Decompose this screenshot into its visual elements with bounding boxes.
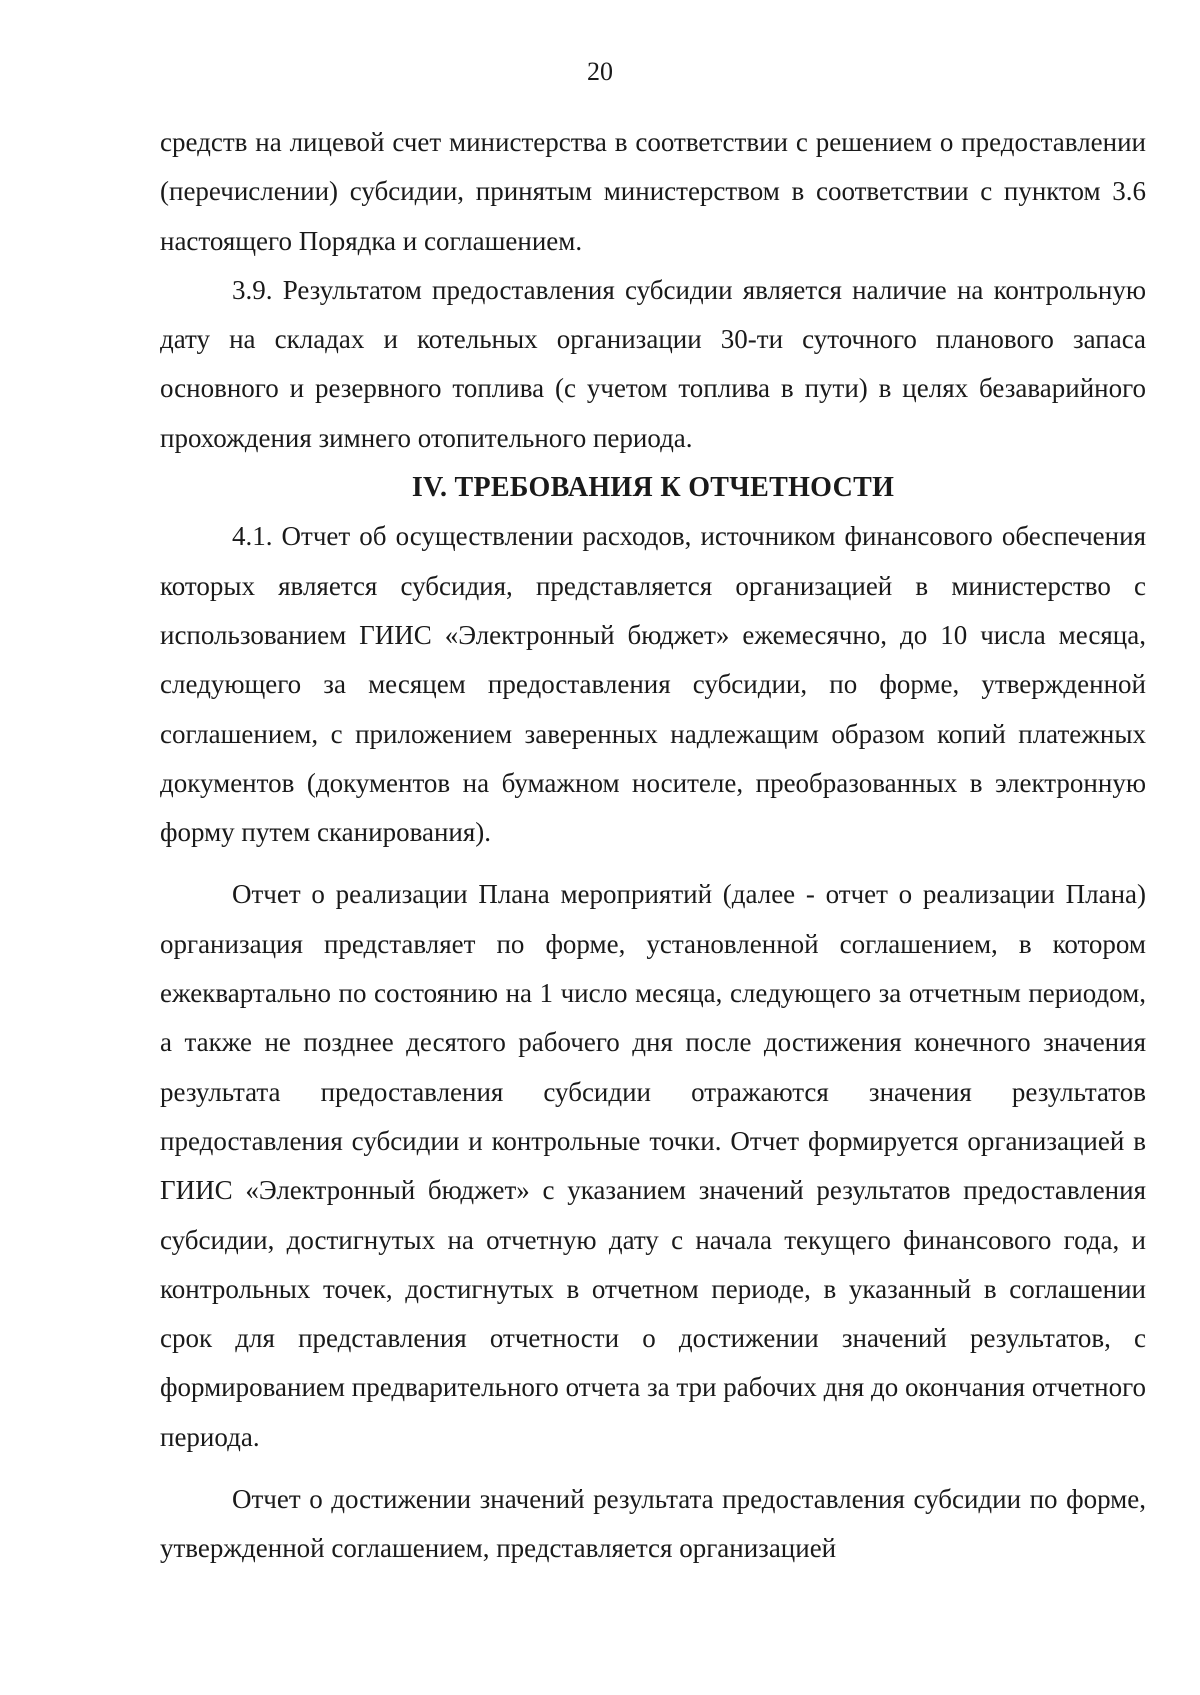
paragraph-result-report: Отчет о достижении значений результата предоставления субсидии по форме, утвержденной соглашением, представляется организацией	[160, 1484, 1146, 1564]
page-number: 20	[587, 57, 613, 86]
section-heading-iv: IV. ТРЕБОВАНИЯ К ОТЧЕТНОСТИ	[411, 472, 895, 504]
document-body	[160, 118, 1146, 1574]
paragraph-3-9: 3.9. Результатом предоставления субсидии является наличие на контрольную дату на складах и котельных организации 30-ти суточного планового запаса основного и резервного топлива (с учетом топлива в пути) в целях безаварийного прохождения зимнего отопительного периода.	[160, 274, 1146, 453]
paragraph-continuation: средств на лицевой счет министерства в соответствии с решением о предоставлении (перечислении) субсидии, принятым министерством в соответствии с пунктом 3.6 настоящего Порядка и соглашением.	[160, 127, 1146, 256]
paragraph-4-1: 4.1. Отчет об осуществлении расходов, источником финансового обеспечения которых является субсидия, представляется организацией в министерство с использованием ГИИС «Электронный бюджет» ежемесячно, до 10 числа месяца, следующего за месяцем предоставления субсидии, по форме, утвержденной соглашением, с приложением заверенных надлежащим образом копий платежных документов (документов на бумажном носителе, преобразованных в электронную форму путем сканирования).	[160, 521, 1146, 848]
paragraph-plan-report: Отчет о реализации Плана мероприятий (далее - отчет о реализации Плана) организация представляет по форме, установленной соглашением, в котором ежеквартально по состоянию на 1 число месяца, следующего за отчетным периодом, а также не позднее десятого рабочего дня после достижения конечного значения результата предоставления субсидии отражаются значения результатов предоставления субсидии и контрольные точки. Отчет формируется организацией в ГИИС «Электронный бюджет» с указанием значений результатов предоставления субсидии, достигнутых на отчетную дату с начала текущего финансового года, и контрольных точек, достигнутых в отчетном периоде, в указанный в соглашении срок для представления отчетности о достижении значений результатов, с формированием предварительного отчета за три рабочих дня до окончания отчетного периода.	[160, 879, 1146, 1452]
